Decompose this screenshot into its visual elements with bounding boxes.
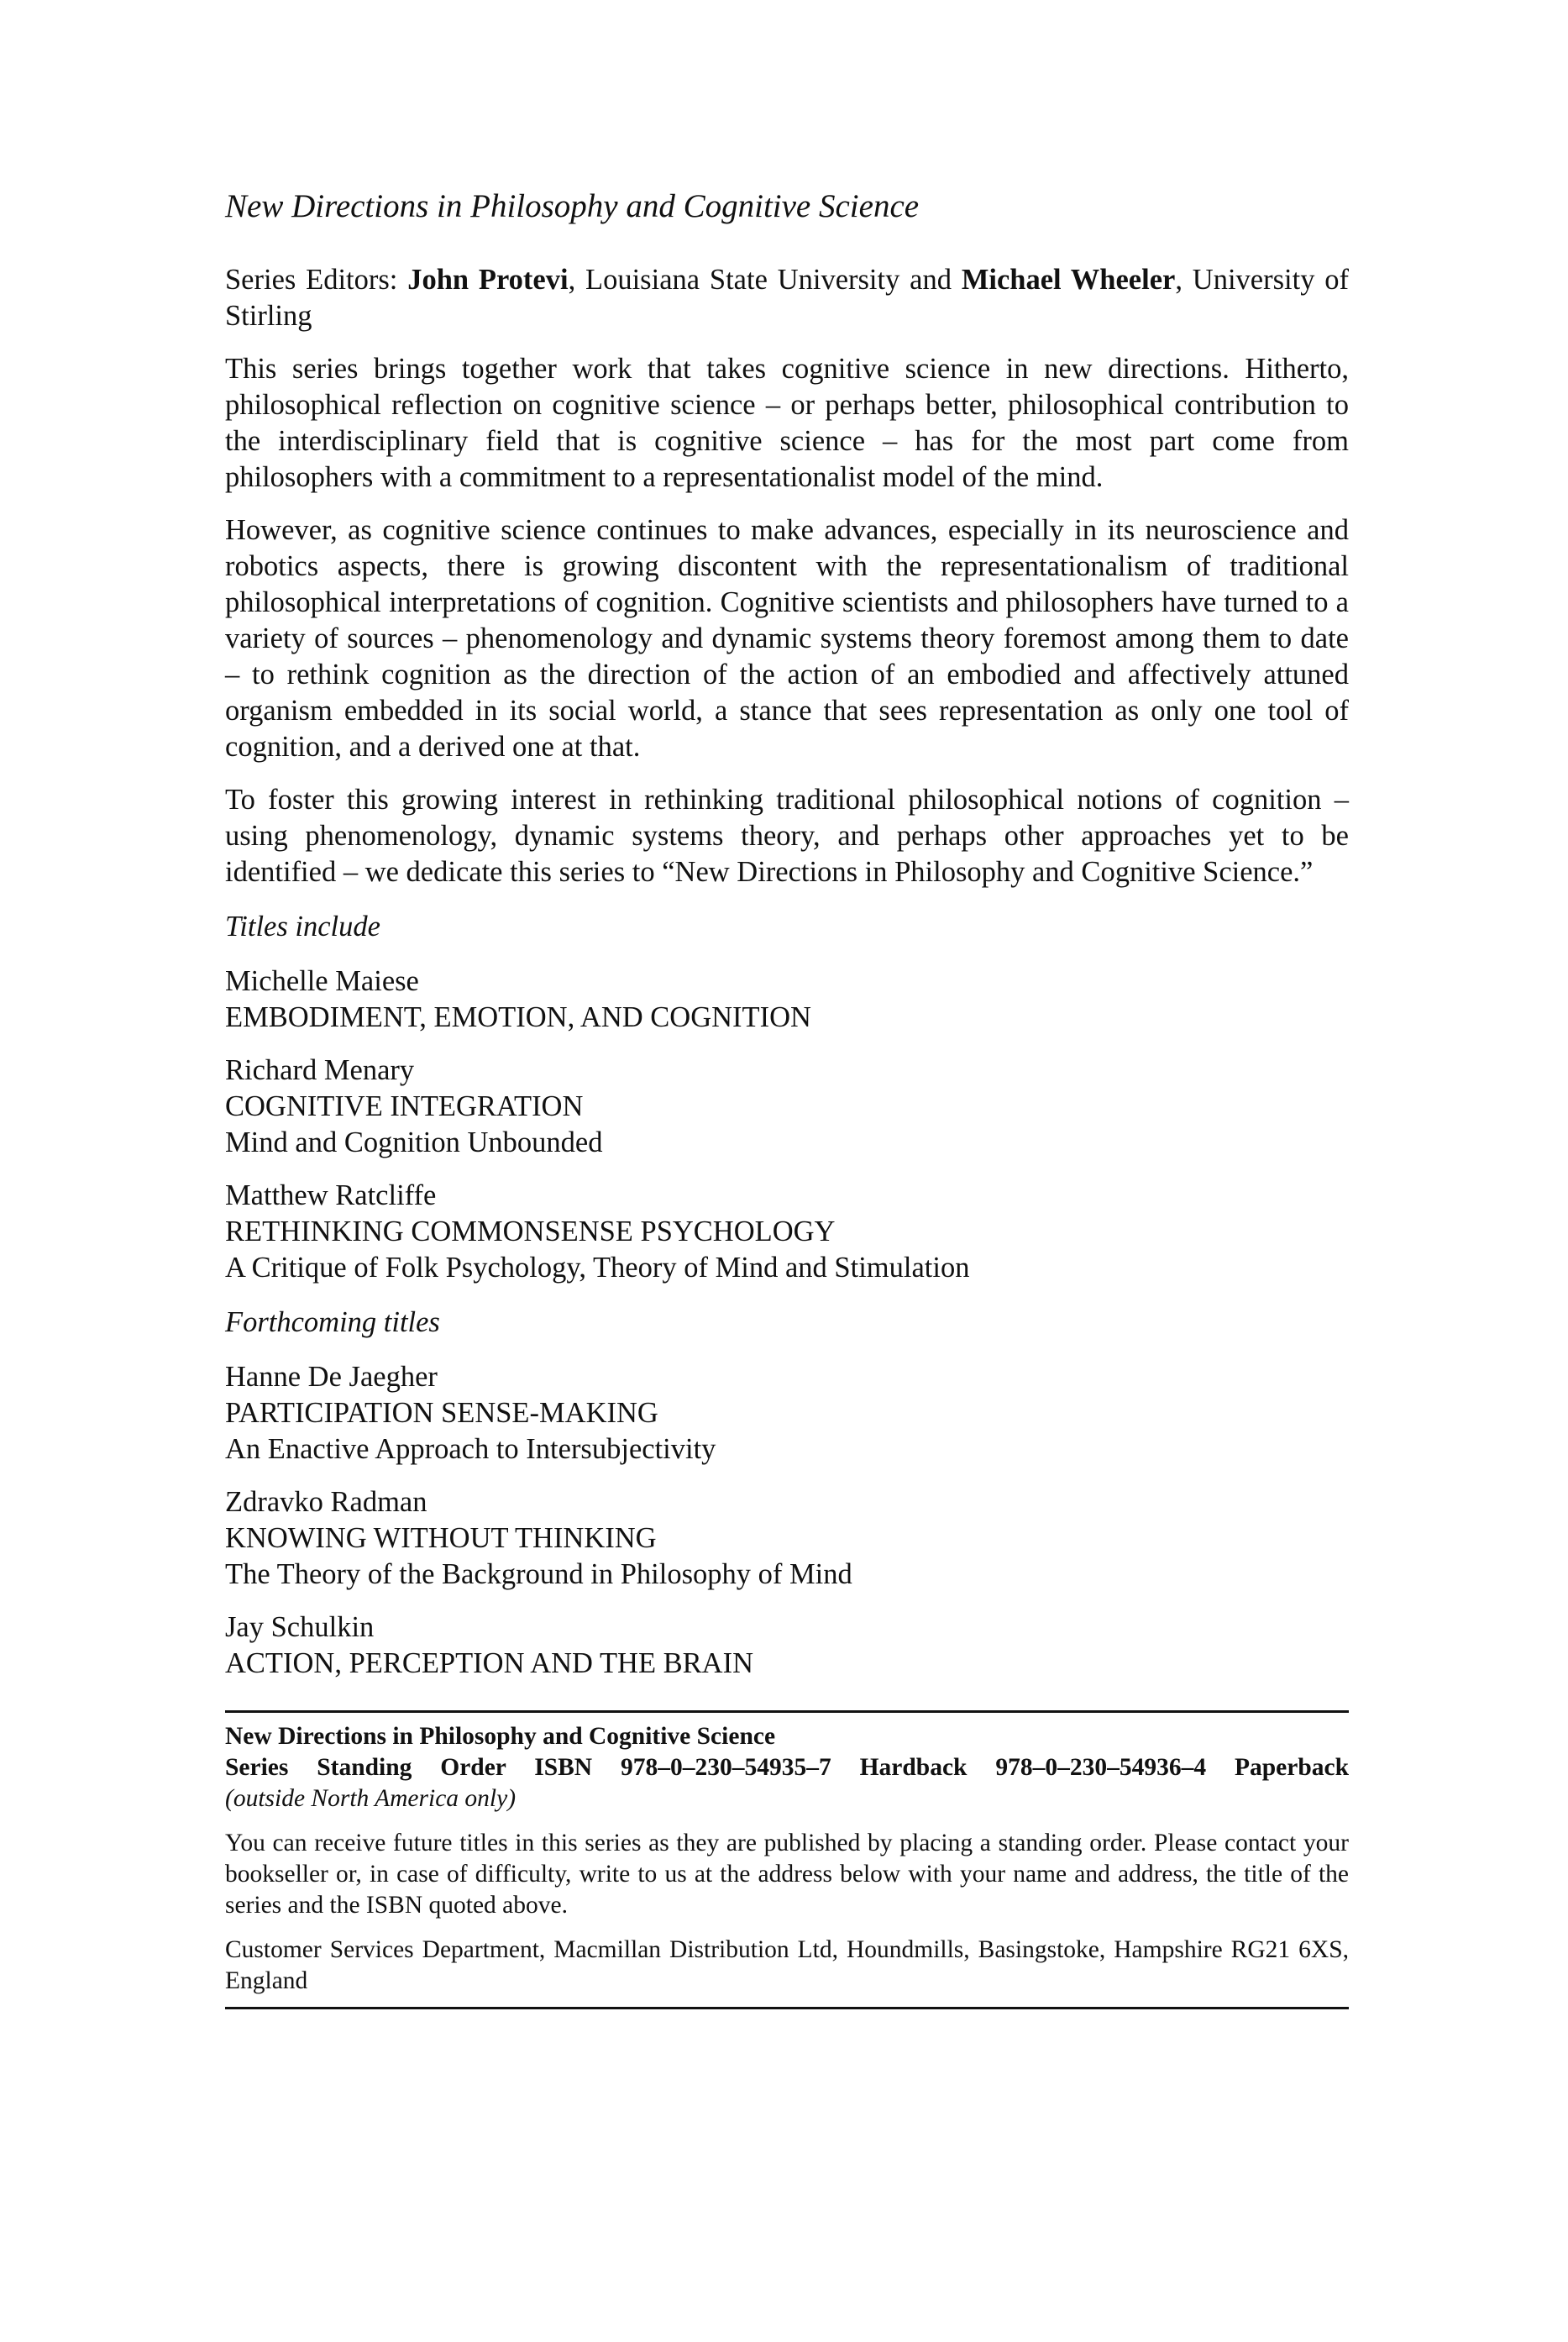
forthcoming-author: Hanne De Jaegher — [225, 1361, 438, 1393]
forthcoming-author: Zdravko Radman — [225, 1486, 427, 1518]
title-author: Matthew Ratcliffe — [225, 1179, 437, 1211]
forthcoming-entry — [225, 1359, 1349, 1468]
forthcoming-title: PARTICIPATION SENSE-MAKING — [225, 1397, 658, 1429]
editors-prefix: Series Editors: — [225, 264, 408, 296]
standing-order-body: You can receive future titles in this series as they are published by placing a standing order. Please contact your bookseller or, in case of difficulty, write to us at the address below with your name and address, the title of the series and the ISBN quoted above. — [225, 1830, 1349, 1919]
forthcoming-entry — [225, 1609, 1349, 1682]
titles-include-heading: Titles include — [225, 911, 380, 943]
title-entry — [225, 1178, 1349, 1286]
forthcoming-author: Jay Schulkin — [225, 1611, 375, 1643]
forthcoming-subtitle: An Enactive Approach to Intersubjectivity — [225, 1433, 716, 1465]
title-subtitle: Mind and Cognition Unbounded — [225, 1126, 603, 1158]
series-editors — [225, 262, 1349, 334]
forthcoming-subtitle: The Theory of the Background in Philosophy of Mind — [225, 1558, 852, 1590]
title-entry — [225, 964, 1349, 1036]
title-author: Michelle Maiese — [225, 965, 419, 997]
editor-1-name: John Protevi — [407, 264, 569, 296]
title-name: EMBODIMENT, EMOTION, AND COGNITION — [225, 1001, 811, 1033]
editor-2-affiliation: , University of Stirling — [225, 264, 1350, 332]
forthcoming-heading: Forthcoming titles — [225, 1306, 440, 1338]
title-author: Richard Menary — [225, 1054, 415, 1086]
title-entry — [225, 1053, 1349, 1161]
title-name: COGNITIVE INTEGRATION — [225, 1090, 584, 1122]
forthcoming-title: KNOWING WITHOUT THINKING — [225, 1522, 657, 1554]
standing-order-box — [225, 1710, 1349, 2009]
title-subtitle: A Critique of Folk Psychology, Theory of Mind and Stimulation — [225, 1252, 970, 1284]
editor-2-name: Michael Wheeler — [961, 264, 1176, 296]
series-page — [225, 185, 1349, 2009]
editor-1-affiliation: , Louisiana State University and — [568, 264, 962, 296]
standing-order-region: (outside North America only) — [225, 1785, 517, 1812]
title-name: RETHINKING COMMONSENSE PSYCHOLOGY — [225, 1216, 836, 1247]
forthcoming-title: ACTION, PERCEPTION AND THE BRAIN — [225, 1647, 754, 1679]
intro-paragraph-2: However, as cognitive science continues to make advances, especially in its neuroscience and robotics aspects, there is growing discontent with the representationalism of traditional philosophical interpretations of cognition. Cognitive scientists and philosophers have turned to a variety of sources – phenomenology and dynamic systems theory foremost among them to date – to rethink cognition as the direction of the action of an embodied and affectively attuned organism embedded in its social world, a stance that sees representation as only one tool of cognition, and a derived one at that. — [225, 514, 1349, 763]
standing-order-address: Customer Services Department, Macmillan Distribution Ltd, Houndmills, Basingstoke, Hampshire RG21 6XS, England — [225, 1936, 1349, 1994]
forthcoming-entry — [225, 1484, 1349, 1593]
standing-order-isbn: Series Standing Order ISBN 978–0–230–54935–7 Hardback 978–0–230–54936–4 Paperback — [225, 1754, 1349, 1781]
intro-paragraph-1: This series brings together work that takes cognitive science in new directions. Hitherto, philosophical reflection on cognitive science – or perhaps better, philosophical contribution to the interdisciplinary field that is cognitive science – has for the most part come from philosophers with a commitment to a representationalist model of the mind. — [225, 353, 1349, 493]
standing-order-series: New Directions in Philosophy and Cognitive Science — [225, 1723, 776, 1750]
series-title: New Directions in Philosophy and Cognitive Science — [225, 188, 920, 224]
intro-paragraph-3: To foster this growing interest in rethinking traditional philosophical notions of cognition – using phenomenology, dynamic systems theory, and perhaps other approaches yet to be identified – we dedicate this series to “New Directions in Philosophy and Cognitive Science.” — [225, 784, 1349, 888]
